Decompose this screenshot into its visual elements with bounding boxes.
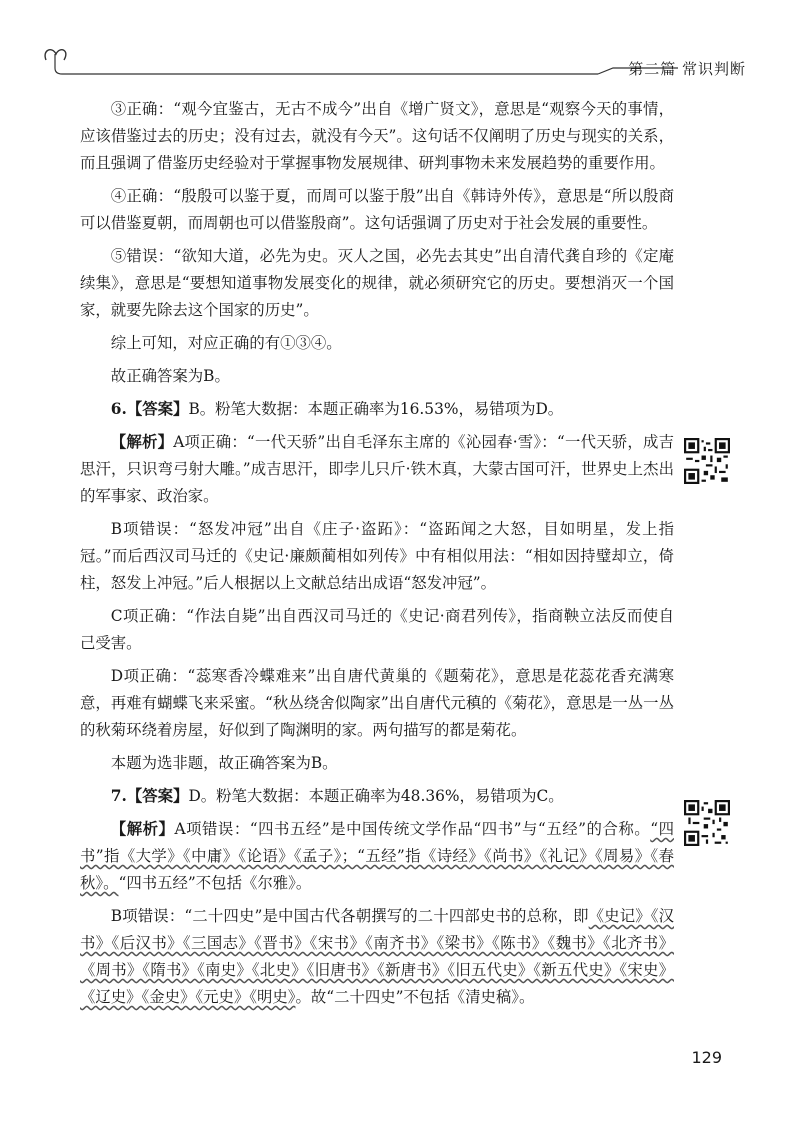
analysis-text: A项错误：“四书五经”是中国传统文学作品“四书”与“五经”的合称。 (174, 820, 651, 838)
paragraph: ④正确：“殷殷可以鉴于夏，而周可以鉴于殷”出自《韩诗外传》，意思是“所以殷商可以借鉴夏朝，而周朝也可以借鉴殷商”。这句话强调了历史对于社会发展的重要性。 (80, 187, 674, 232)
analysis-text: A项正确：“一代天骄”出自毛泽东主席的《沁园春·雪》：“一代天骄，成吉思汗，只识弯弓射大雕。”成吉思汗，即孛儿只斤·铁木真，大蒙古国可汗，世界史上杰出的军事家、政治家。 (80, 433, 674, 505)
question-6-analysis-b: B项错误：“怒发冲冠”出自《庄子·盗跖》：“盗跖闻之大怒，目如明星，发上指冠。”而后西汉司马迁的《史记·廉颇蔺相如列传》中有相似用法：“相如因持璧却立，倚柱，怒发上冲冠。”后人根据以上文献总结出成语“怒发冲冠”。 (80, 520, 674, 592)
paragraph: 综上可知，对应正确的有①③④。 (110, 334, 342, 352)
paragraph: ③正确：“观今宜鉴古，无古不成今”出自《增广贤文》，意思是“观察今天的事情，应该借鉴过去的历史；没有过去，就没有今天”。这句话不仅阐明了历史与现实的关系，而且强调了借鉴历史经验对于掌握事物发展规律、研判事物未来发展趋势的重要作用。 (80, 100, 674, 172)
answer-label: 6.【答案】 (110, 400, 189, 418)
question-6-answer (80, 396, 674, 423)
question-7-analysis-a (80, 816, 674, 897)
analysis-label: 【解析】 (110, 433, 174, 451)
answer-label: 7.【答案】 (110, 787, 189, 805)
question-6-analysis-a (80, 429, 674, 510)
question-7-analysis-b (80, 903, 674, 1011)
wavy-underlined-text: “四书”指《大学》《中庸》《论语》《孟子》；“五经”指《诗经》《尚书》《礼记》《周易》《春秋》。 (80, 820, 674, 892)
paragraph: 故正确答案为B。 (110, 367, 230, 385)
analysis-text: “四书五经”不包括《尔雅》。 (118, 874, 312, 892)
analysis-text: 。故“二十四史”不包括《清史稿》。 (295, 988, 535, 1006)
paragraph: ⑤错误：“欲知大道，必先为史。灭人之国，必先去其史”出自清代龚自珍的《定庵续集》，意思是“要想知道事物发展变化的规律，就必须研究它的历史。要想消灭一个国家，就要先除去这个国家的历史”。 (80, 247, 674, 319)
section-title: 第二篇 常识判断 (628, 60, 746, 78)
wavy-underlined-text: 《史记》《汉书》《后汉书》《三国志》《晋书》《宋书》《南齐书》《梁书》《陈书》《魏书》《北齐书》《周书》《隋书》《南史》《北史》《旧唐书》《新唐书》《旧五代史》《新五代史》《宋史》《辽史》《金史》《元史》《明史》 (80, 907, 674, 1006)
page-header (38, 38, 768, 82)
answer-text: D。粉笔大数据：本题正确率为48.36%，易错项为C。 (188, 787, 564, 805)
analysis-text: B项错误：“二十四史”是中国古代各朝撰写的二十四部史书的总称，即 (110, 907, 589, 925)
qr-code-icon[interactable] (684, 800, 730, 846)
question-6-analysis-c: C项正确：“作法自毙”出自西汉司马迁的《史记·商君列传》，指商鞅立法反而使自己受害。 (80, 607, 674, 652)
page-number: 129 (691, 1048, 722, 1067)
question-7-answer (80, 783, 674, 810)
analysis-label: 【解析】 (110, 820, 175, 838)
qr-code-icon[interactable] (684, 438, 730, 484)
question-6-conclusion: 本题为选非题，故正确答案为B。 (110, 754, 338, 772)
answer-text: B。粉笔大数据：本题正确率为16.53%，易错项为D。 (188, 400, 564, 418)
question-6-analysis-d: D项正确：“蕊寒香冷蝶难来”出自唐代黄巢的《题菊花》，意思是花蕊花香充满寒意，再难有蝴蝶飞来采蜜。“秋丛绕舍似陶家”出自唐代元稹的《菊花》，意思是一丛一丛的秋菊环绕着房屋，好似到了陶渊明的家。两句描写的都是菊花。 (80, 667, 674, 739)
page-body (80, 96, 674, 1017)
